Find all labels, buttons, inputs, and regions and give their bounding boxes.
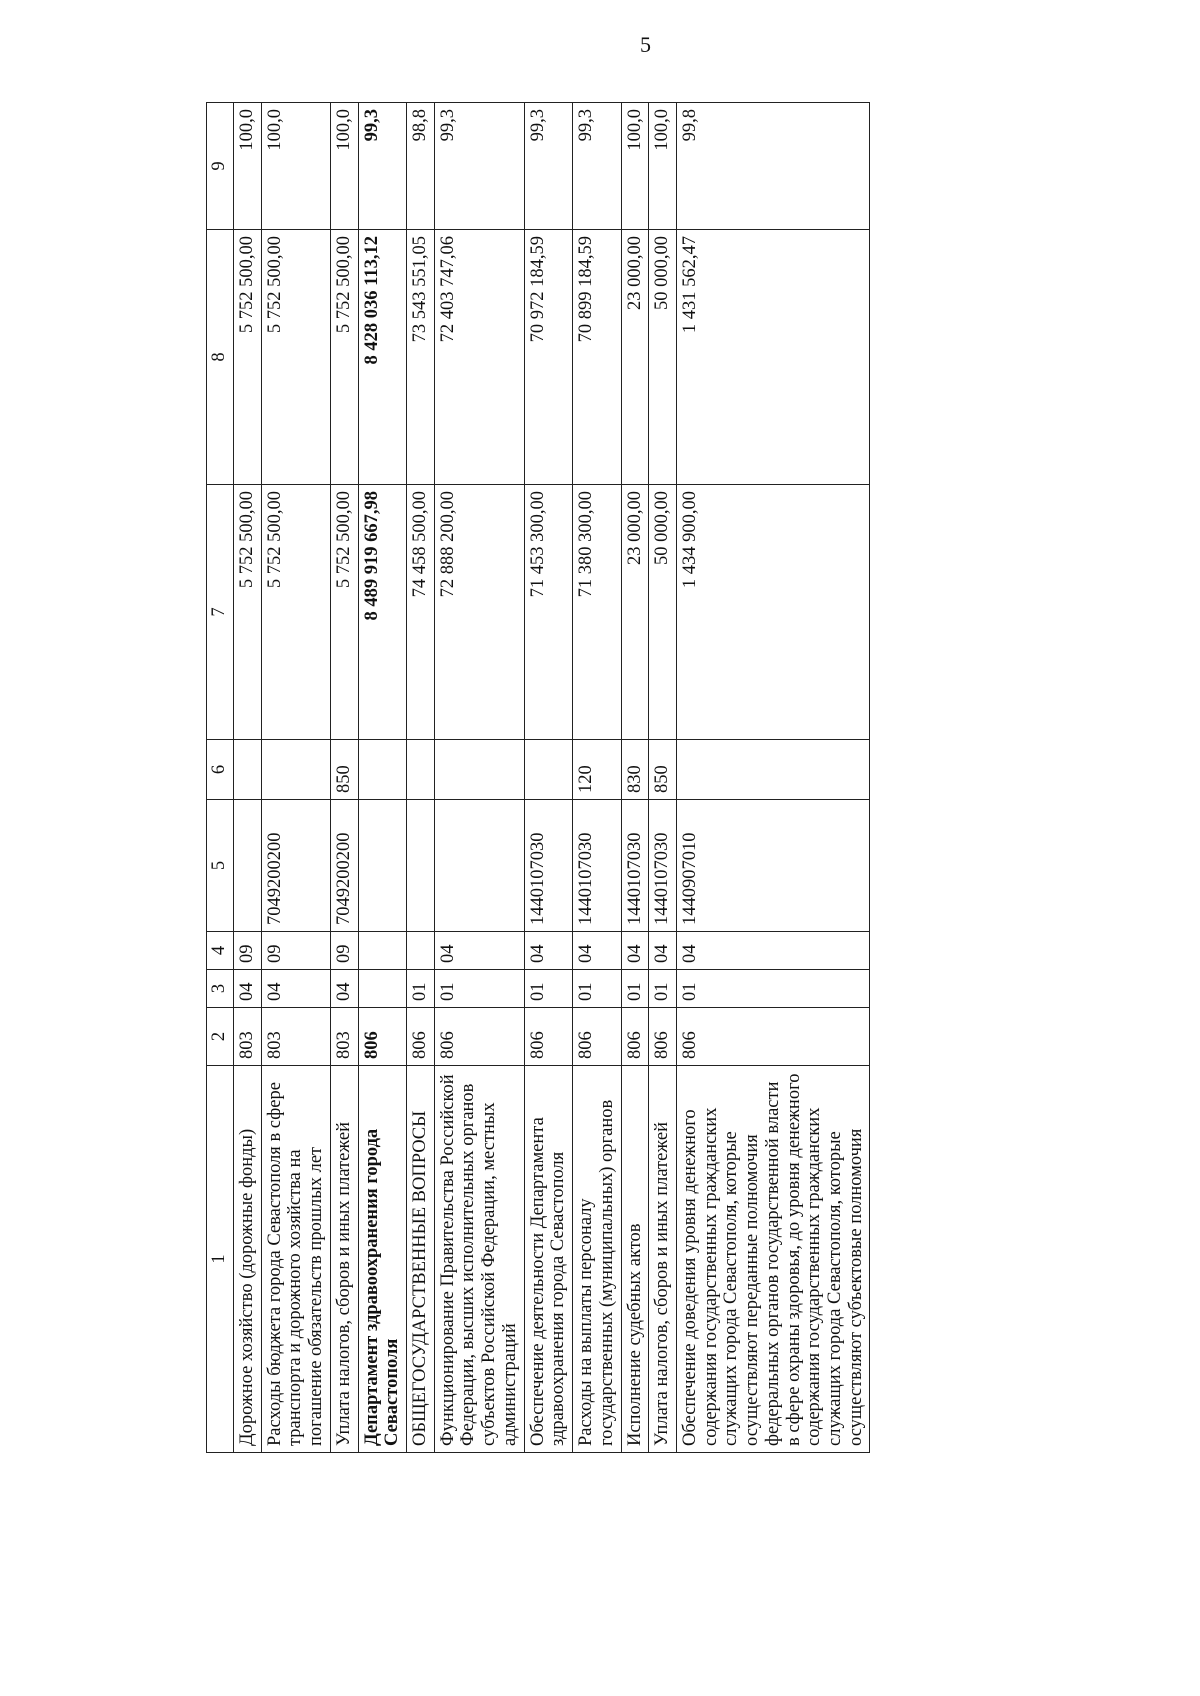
row-cell-c3: 04 xyxy=(261,970,330,1008)
row-cell-c5: 7049200200 xyxy=(330,800,358,932)
table-row xyxy=(621,103,649,1453)
row-cell-c2: 806 xyxy=(358,1008,406,1066)
row-cell-c3: 01 xyxy=(621,970,649,1008)
row-name-cell: Департамент здравоохранения города Севастополя xyxy=(358,1066,406,1453)
row-name-cell: Обеспечение деятельности Департамента здравоохранения города Севастополя xyxy=(524,1066,572,1453)
row-cell-c4: 04 xyxy=(621,932,649,970)
row-cell-c9: 99,3 xyxy=(573,103,621,230)
row-cell-c4: 09 xyxy=(261,932,330,970)
row-cell-c8: 70 899 184,59 xyxy=(573,230,621,485)
row-cell-c6 xyxy=(358,740,406,800)
table-row xyxy=(330,103,358,1453)
budget-table xyxy=(206,102,870,1453)
table-row xyxy=(676,103,869,1453)
row-cell-c2: 803 xyxy=(261,1008,330,1066)
header-cell: 2 xyxy=(207,1008,234,1066)
row-cell-c3 xyxy=(358,970,406,1008)
row-cell-c6: 850 xyxy=(649,740,677,800)
header-cell: 8 xyxy=(207,230,234,485)
row-cell-c4: 09 xyxy=(330,932,358,970)
row-cell-c7: 1 434 900,00 xyxy=(676,485,869,740)
row-cell-c5 xyxy=(434,800,524,932)
table-body xyxy=(234,103,870,1453)
budget-table-rotated xyxy=(206,103,1096,1453)
row-cell-c4 xyxy=(358,932,406,970)
row-cell-c8: 50 000,00 xyxy=(649,230,677,485)
row-cell-c4: 09 xyxy=(234,932,262,970)
row-cell-c5: 1440107030 xyxy=(621,800,649,932)
row-cell-c6: 850 xyxy=(330,740,358,800)
row-cell-c6 xyxy=(234,740,262,800)
table-row xyxy=(261,103,330,1453)
row-cell-c7: 74 458 500,00 xyxy=(407,485,435,740)
table-row xyxy=(573,103,621,1453)
page-number: 5 xyxy=(640,32,651,57)
table-row xyxy=(234,103,262,1453)
row-cell-c3: 01 xyxy=(524,970,572,1008)
row-cell-c7: 50 000,00 xyxy=(649,485,677,740)
header-cell: 5 xyxy=(207,800,234,932)
row-cell-c9: 99,3 xyxy=(434,103,524,230)
row-cell-c2: 803 xyxy=(330,1008,358,1066)
table-row xyxy=(524,103,572,1453)
row-cell-c5: 1440107030 xyxy=(573,800,621,932)
row-cell-c8: 5 752 500,00 xyxy=(330,230,358,485)
table-row xyxy=(649,103,677,1453)
row-cell-c3: 01 xyxy=(573,970,621,1008)
row-cell-c8: 5 752 500,00 xyxy=(234,230,262,485)
row-cell-c7: 5 752 500,00 xyxy=(261,485,330,740)
row-cell-c5: 1440907010 xyxy=(676,800,869,932)
row-cell-c8: 73 543 551,05 xyxy=(407,230,435,485)
row-cell-c7: 5 752 500,00 xyxy=(330,485,358,740)
row-cell-c6 xyxy=(434,740,524,800)
row-name-cell: Функционирование Правительства Российской Федерации, высших исполнительных органов субъектов Российской Федерации, местных администраций xyxy=(434,1066,524,1453)
row-cell-c6: 830 xyxy=(621,740,649,800)
row-cell-c3: 04 xyxy=(234,970,262,1008)
row-cell-c2: 806 xyxy=(434,1008,524,1066)
header-cell: 9 xyxy=(207,103,234,230)
row-cell-c8: 1 431 562,47 xyxy=(676,230,869,485)
table-row xyxy=(358,103,406,1453)
row-cell-c3: 01 xyxy=(649,970,677,1008)
row-cell-c7: 5 752 500,00 xyxy=(234,485,262,740)
row-cell-c2: 806 xyxy=(407,1008,435,1066)
row-name-cell: Расходы бюджета города Севастополя в сфере транспорта и дорожного хозяйства на погашение обязательств прошлых лет xyxy=(261,1066,330,1453)
row-cell-c5 xyxy=(234,800,262,932)
row-cell-c3: 01 xyxy=(676,970,869,1008)
row-cell-c6 xyxy=(676,740,869,800)
row-cell-c2: 806 xyxy=(621,1008,649,1066)
row-cell-c8: 5 752 500,00 xyxy=(261,230,330,485)
row-name-cell: Расходы на выплаты персоналу государственных (муниципальных) органов xyxy=(573,1066,621,1453)
row-cell-c8: 70 972 184,59 xyxy=(524,230,572,485)
row-cell-c4: 04 xyxy=(573,932,621,970)
row-cell-c8: 72 403 747,06 xyxy=(434,230,524,485)
row-cell-c6 xyxy=(407,740,435,800)
row-cell-c8: 8 428 036 113,12 xyxy=(358,230,406,485)
row-cell-c5 xyxy=(407,800,435,932)
row-cell-c7: 71 380 300,00 xyxy=(573,485,621,740)
row-cell-c5: 1440107030 xyxy=(524,800,572,932)
row-cell-c3: 04 xyxy=(330,970,358,1008)
row-cell-c4 xyxy=(407,932,435,970)
row-name-cell: Дорожное хозяйство (дорожные фонды) xyxy=(234,1066,262,1453)
row-cell-c7: 23 000,00 xyxy=(621,485,649,740)
table-row xyxy=(407,103,435,1453)
row-cell-c6 xyxy=(261,740,330,800)
row-cell-c9: 99,8 xyxy=(676,103,869,230)
row-cell-c9: 98,8 xyxy=(407,103,435,230)
table-row xyxy=(434,103,524,1453)
row-cell-c8: 23 000,00 xyxy=(621,230,649,485)
row-cell-c9: 100,0 xyxy=(261,103,330,230)
header-cell: 3 xyxy=(207,970,234,1008)
row-cell-c4: 04 xyxy=(676,932,869,970)
row-name-cell: Обеспечение доведения уровня денежного содержания государственных гражданских служащих города Севастополя, которые осуществляют переданные полномочия федеральных органов государственной власти в сфере охраны здоровья, до уровня денежного содержания государственных гражданских служащих города Севастополя, которые осуществляют субъектовые полномочия xyxy=(676,1066,869,1453)
row-cell-c3: 01 xyxy=(407,970,435,1008)
header-cell: 7 xyxy=(207,485,234,740)
row-cell-c5: 1440107030 xyxy=(649,800,677,932)
row-cell-c2: 803 xyxy=(234,1008,262,1066)
row-cell-c2: 806 xyxy=(649,1008,677,1066)
row-cell-c4: 04 xyxy=(434,932,524,970)
row-name-cell: Уплата налогов, сборов и иных платежей xyxy=(330,1066,358,1453)
row-cell-c9: 100,0 xyxy=(649,103,677,230)
row-cell-c4: 04 xyxy=(649,932,677,970)
row-cell-c3: 01 xyxy=(434,970,524,1008)
row-cell-c9: 100,0 xyxy=(330,103,358,230)
row-cell-c9: 100,0 xyxy=(234,103,262,230)
header-cell: 4 xyxy=(207,932,234,970)
header-cell: 6 xyxy=(207,740,234,800)
row-name-cell: ОБЩЕГОСУДАРСТВЕННЫЕ ВОПРОСЫ xyxy=(407,1066,435,1453)
header-row xyxy=(207,103,234,1453)
row-cell-c6: 120 xyxy=(573,740,621,800)
row-cell-c7: 71 453 300,00 xyxy=(524,485,572,740)
row-cell-c6 xyxy=(524,740,572,800)
row-cell-c2: 806 xyxy=(524,1008,572,1066)
row-cell-c9: 100,0 xyxy=(621,103,649,230)
row-name-cell: Уплата налогов, сборов и иных платежей xyxy=(649,1066,677,1453)
row-cell-c9: 99,3 xyxy=(524,103,572,230)
row-cell-c9: 99,3 xyxy=(358,103,406,230)
row-cell-c7: 8 489 919 667,98 xyxy=(358,485,406,740)
row-cell-c5 xyxy=(358,800,406,932)
row-cell-c2: 806 xyxy=(573,1008,621,1066)
header-cell: 1 xyxy=(207,1066,234,1453)
row-cell-c2: 806 xyxy=(676,1008,869,1066)
row-cell-c7: 72 888 200,00 xyxy=(434,485,524,740)
row-cell-c5: 7049200200 xyxy=(261,800,330,932)
row-name-cell: Исполнение судебных актов xyxy=(621,1066,649,1453)
row-cell-c4: 04 xyxy=(524,932,572,970)
